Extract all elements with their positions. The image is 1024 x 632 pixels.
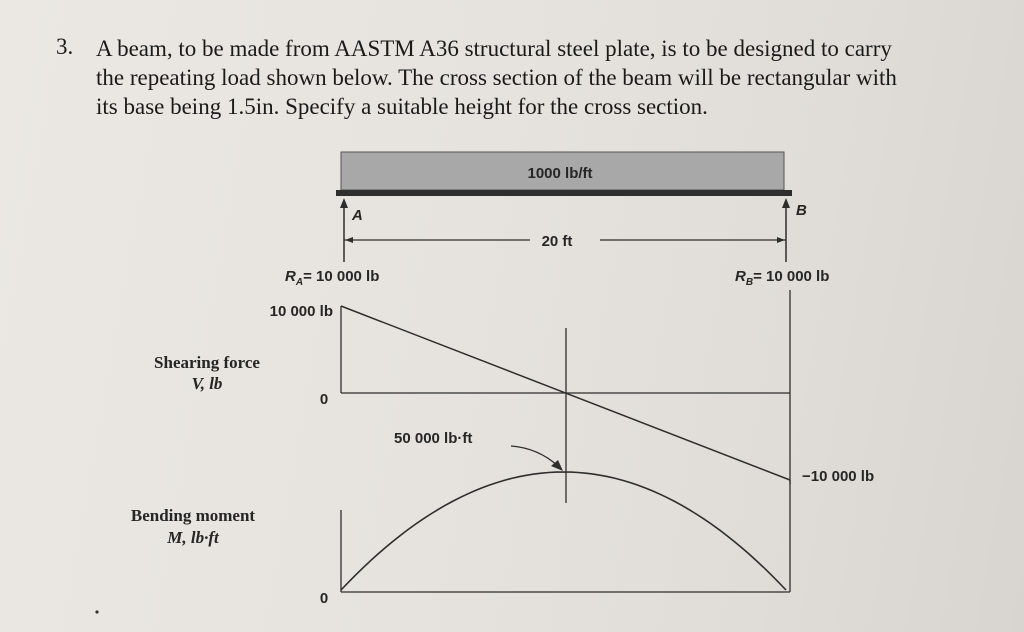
shear-axis-title-units: V, lb <box>191 374 223 393</box>
problem-line-1: A beam, to be made from AASTM A36 structural steel plate, is to be designed to carry <box>96 36 892 61</box>
moment-max-label: 50 000 lb·ft <box>394 430 473 447</box>
reaction-a-label: $R_A= 10$ 000 lb <box>285 268 380 288</box>
max-moment-pointer <box>511 446 558 466</box>
problem-line-3: its base being 1.5in. Specify a suitable height for the cross section. <box>96 94 708 119</box>
reaction-b-label: $R_B= 10$ 000 lb <box>735 268 830 288</box>
problem-line-2: the repeating load shown below. The cross section of the beam will be rectangular with <box>96 65 897 90</box>
shear-top-value: 10 000 lb <box>269 303 333 320</box>
shear-axis-title: Shearing force <box>154 353 260 372</box>
load-label: 1000 lb/ft <box>527 165 593 182</box>
support-b-arrow <box>782 198 790 262</box>
shear-bottom-value: −10 000 lb <box>802 468 875 485</box>
problem-number: 3. <box>56 34 74 59</box>
moment-zero-label: 0 <box>319 590 329 607</box>
support-a-arrow <box>340 198 348 262</box>
moment-curve <box>341 472 786 590</box>
shear-diagram <box>341 290 790 503</box>
page-dot <box>95 610 98 613</box>
support-a-label: A <box>352 207 363 224</box>
shear-zero-label: 0 <box>319 391 329 408</box>
moment-axis-title: Bending moment <box>130 506 256 525</box>
support-b-label: B <box>796 202 807 219</box>
moment-axis-title-units: M, lb·ft <box>167 528 219 547</box>
beam <box>336 190 792 196</box>
span-label: 20 ft <box>541 233 573 250</box>
